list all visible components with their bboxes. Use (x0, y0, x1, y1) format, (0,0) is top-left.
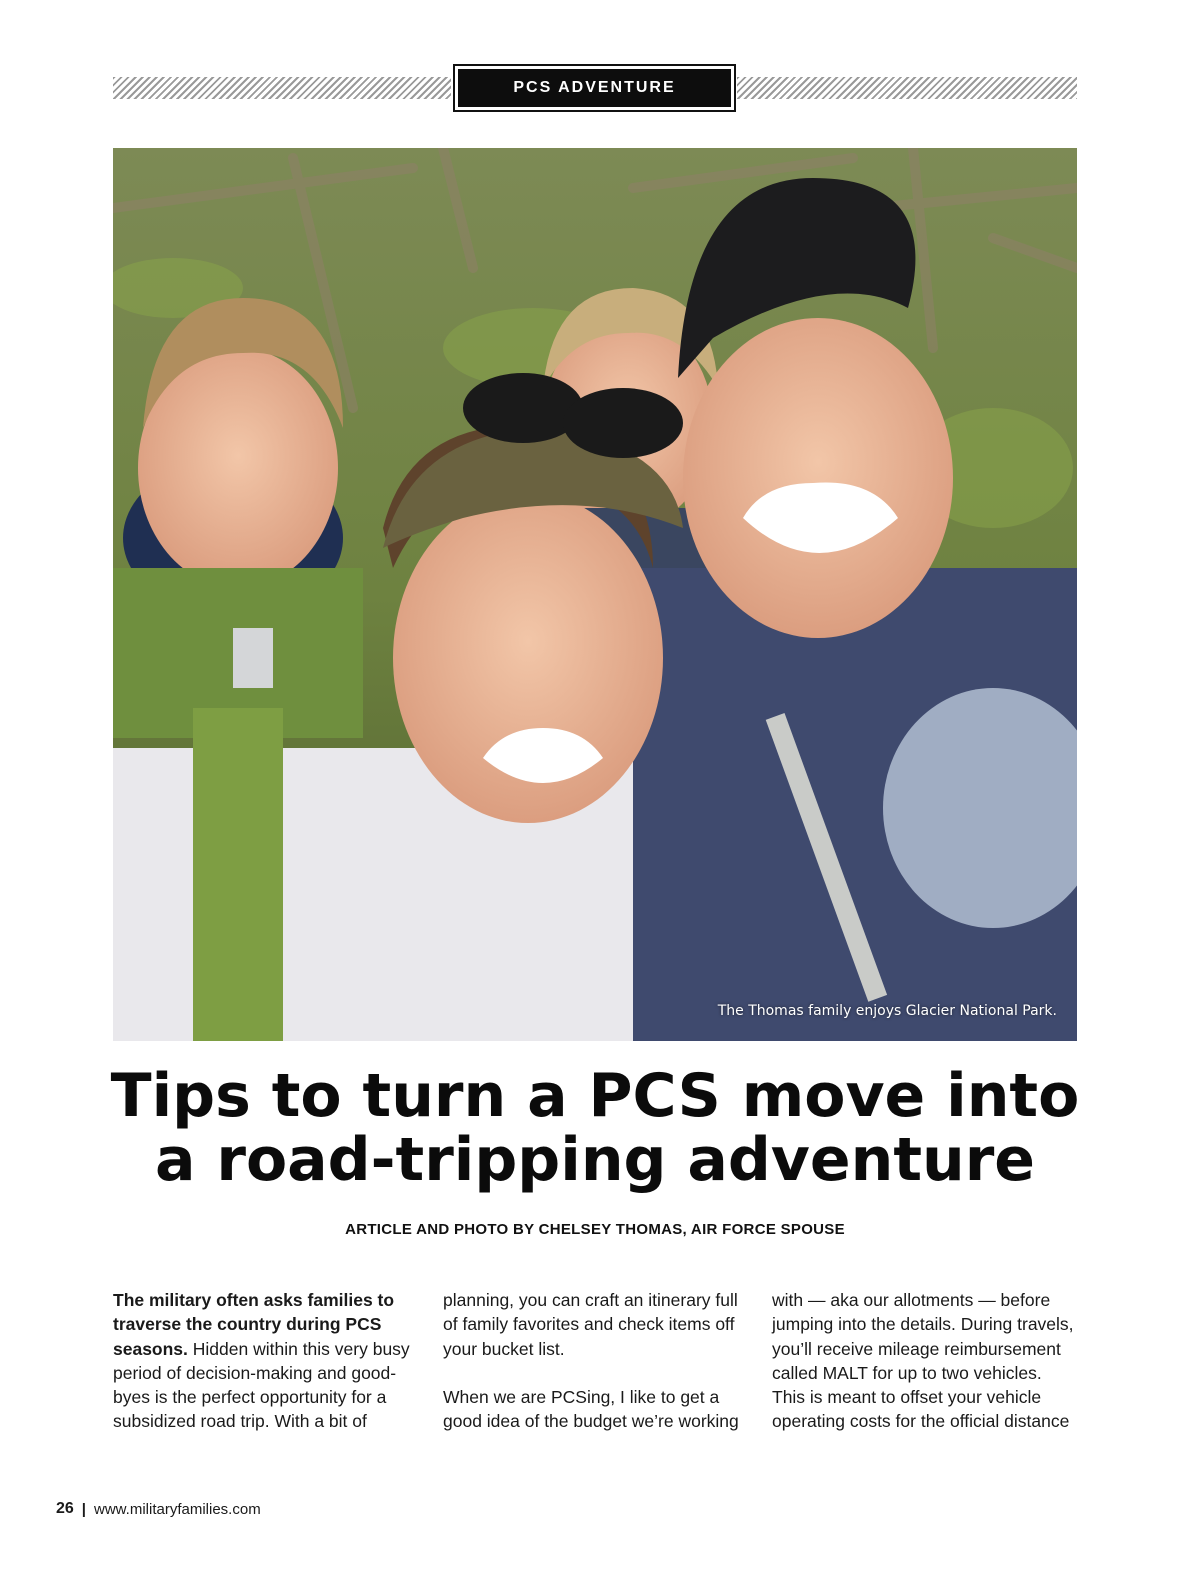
article-headline (60, 1061, 1130, 1195)
family-photo-illustration (113, 148, 1077, 1041)
section-label: PCS ADVENTURE (458, 69, 731, 107)
paragraph: planning, you can craft an itinerary full of family favorites and check items off your bucket list. (443, 1290, 738, 1359)
section-label-box (453, 64, 736, 112)
body-column-2 (443, 1288, 748, 1433)
paragraph: When we are PCSing, I like to get a good idea of the budget we’re working (443, 1386, 739, 1432)
page-footer (56, 1500, 261, 1518)
headline-line-1: Tips to turn a PCS move into (110, 1061, 1080, 1131)
paragraph: with — aka our allotments — before jumping into the details. During travels, you’ll receive mileage reimbursement called MALT for up to two vehicles. This is meant to offset your vehicle operating costs for the official distance (772, 1290, 1074, 1432)
headline-line-2: a road-tripping adventure (154, 1125, 1036, 1195)
family-photo (113, 148, 1077, 1041)
body-column-3 (772, 1288, 1077, 1434)
intro-paragraph (113, 1288, 418, 1434)
lead-in-text: The military often asks families to traverse the country during PCS seasons. (113, 1290, 395, 1359)
body-column-1 (113, 1288, 418, 1434)
article-byline: ARTICLE AND PHOTO BY CHELSEY THOMAS, AIR FORCE SPOUSE (345, 1221, 845, 1238)
intro-text: Hidden within this very busy period of decision-making and good-byes is the perfect opportunity for a subsidized road trip. With a bit of (113, 1338, 410, 1432)
footer-separator: | (81, 1500, 86, 1518)
footer-url: www.militaryfamilies.com (94, 1500, 261, 1518)
photo-caption: The Thomas family enjoys Glacier National Park. (717, 1003, 1057, 1019)
hatch-divider-right (737, 77, 1077, 99)
page-number: 26 (56, 1500, 74, 1517)
hatch-divider-left (113, 77, 451, 99)
section-header (113, 64, 1077, 112)
